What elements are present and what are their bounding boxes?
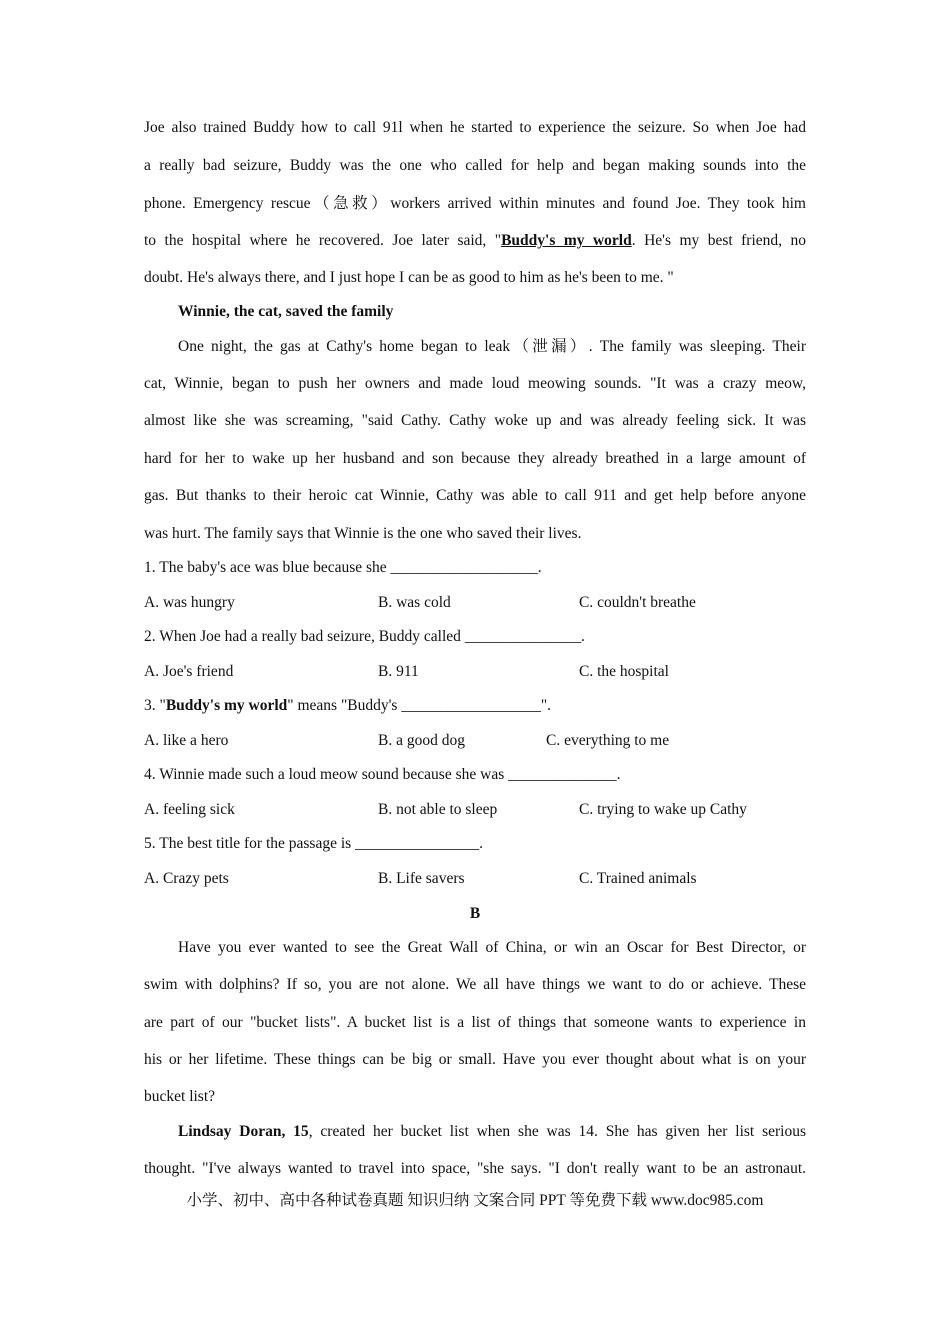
option-b: B. a good dog (378, 732, 465, 749)
passage-line: a really bad seizure, Buddy was the one who called for help and began making sounds into the (144, 157, 806, 174)
page-footer: 小学、初中、高中各种试卷真题 知识归纳 文案合同 PPT 等免费下载 www.doc985.com (186, 1192, 764, 1209)
section-label: B (469, 905, 481, 922)
passage-line: bucket list? (144, 1088, 216, 1105)
underlined-phrase: Buddy's my world (501, 232, 632, 249)
passage-line: was hurt. The family says that Winnie is the one who saved their lives. (144, 525, 582, 542)
passage-line: swim with dolphins? If so, you are not alone. We all have things we want to do or achieve. These (144, 976, 806, 993)
passage-line: One night, the gas at Cathy's home began to leak（泄漏）. The family was sleeping. Their (178, 338, 806, 355)
passage-line: to the hospital where he recovered. Joe later said, "Buddy's my world. He's my best friend, no (144, 232, 806, 249)
passage-line: Have you ever wanted to see the Great Wall of China, or win an Oscar for Best Director, or (178, 939, 806, 956)
option-c: C. couldn't breathe (579, 594, 696, 611)
question-stem: 3. "Buddy's my world" means "Buddy's __________________". (144, 697, 552, 714)
option-c: C. everything to me (546, 732, 670, 749)
question-stem: 2. When Joe had a really bad seizure, Buddy called _______________. (144, 628, 585, 645)
option-a: A. Crazy pets (144, 870, 229, 887)
passage-line: Joe also trained Buddy how to call 91l when he started to experience the seizure. So when Joe had (144, 119, 806, 136)
passage-line: almost like she was screaming, "said Cathy. Cathy woke up and was already feeling sick. It was (144, 412, 806, 429)
passage-line: gas. But thanks to their heroic cat Winnie, Cathy was able to call 911 and get help before anyone (144, 487, 806, 504)
question-stem: 4. Winnie made such a loud meow sound because she was ______________. (144, 766, 621, 783)
option-c: C. the hospital (579, 663, 669, 680)
passage-line: hard for her to wake up her husband and son because they already breathed in a large amount of (144, 450, 806, 467)
passage-line: Lindsay Doran, 15, created her bucket list when she was 14. She has given her list serious (178, 1123, 806, 1140)
option-c: C. Trained animals (579, 870, 697, 887)
option-b: B. not able to sleep (378, 801, 498, 818)
section-heading: Winnie, the cat, saved the family (178, 303, 394, 320)
passage-line: thought. "I've always wanted to travel into space, "she says. "I don't really want to be an astronaut. (144, 1160, 806, 1177)
option-c: C. trying to wake up Cathy (579, 801, 747, 818)
question-stem: 5. The best title for the passage is ________________. (144, 835, 483, 852)
person-name: Lindsay Doran, 15 (178, 1123, 309, 1140)
option-b: B. 911 (378, 663, 419, 680)
passage-line: his or her lifetime. These things can be big or small. Have you ever thought about what is on your (144, 1051, 806, 1068)
option-a: A. like a hero (144, 732, 229, 749)
option-a: A. was hungry (144, 594, 235, 611)
passage-line: are part of our "bucket lists". A bucket list is a list of things that someone wants to experience in (144, 1014, 806, 1031)
option-a: A. Joe's friend (144, 663, 234, 680)
passage-line: cat, Winnie, began to push her owners and made loud meowing sounds. "It was a crazy meow, (144, 375, 806, 392)
passage-line: phone. Emergency rescue（急救）workers arrived within minutes and found Joe. They took him (144, 195, 806, 212)
passage-line: doubt. He's always there, and I just hope I can be as good to him as he's been to me. " (144, 269, 674, 286)
option-b: B. Life savers (378, 870, 465, 887)
option-b: B. was cold (378, 594, 451, 611)
option-a: A. feeling sick (144, 801, 235, 818)
question-stem: 1. The baby's ace was blue because she ___________________. (144, 559, 542, 576)
